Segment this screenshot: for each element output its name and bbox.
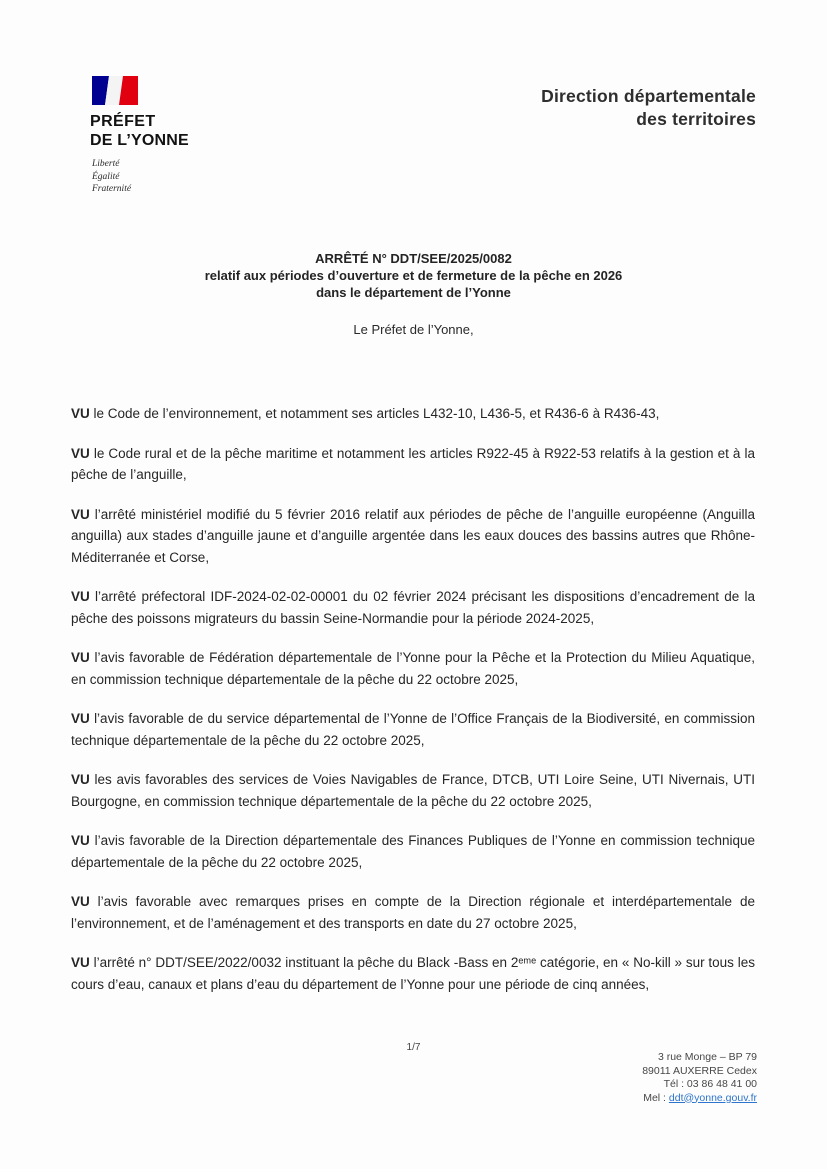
vu-lead: VU (71, 711, 90, 726)
address-line-city: 89011 AUXERRE Cedex (642, 1064, 757, 1077)
vu-paragraph (71, 891, 755, 934)
vu-paragraph (71, 586, 755, 629)
vu-text: l’arrêté ministériel modifié du 5 février 2016 relatif aux périodes de pêche de l’anguille européenne (Anguilla anguilla) aux stades d’anguille jaune et d’anguille argentée dans les eaux douces des bassins autres que Rhône-Méditerranée et Corse, (71, 506, 755, 565)
vu-text: le Code rural et de la pêche maritime et notamment les articles R922-45 à R922-53 relatifs à la gestion et à la pêche de l’anguille, (71, 445, 755, 482)
vu-lead: VU (71, 955, 90, 970)
address-line-phone: Tél : 03 86 48 41 00 (663, 1078, 757, 1090)
motto-egalite: Égalité (92, 171, 120, 182)
logo-department-text: DE L’YONNE (90, 132, 189, 149)
motto-fraternite: Fraternité (92, 184, 132, 194)
document-body (71, 403, 755, 1013)
vu-text: l’avis favorable de la Direction départementale des Finances Publiques de l’Yonne en commission technique départementale de la pêche du 22 octobre 2025, (71, 833, 755, 870)
email-line (642, 1092, 757, 1106)
vu-lead: VU (71, 772, 90, 787)
vu-text: l’arrêté préfectoral IDF-2024-02-02-00001 du 02 février 2024 précisant les dispositions d’encadrement de la pêche des poissons migrateurs du bassin Seine-Normandie pour la période 2024-2025, (71, 589, 755, 626)
motto-liberte: Liberté (92, 159, 120, 169)
vu-text: l’avis favorable de Fédération départementale de l’Yonne pour la Pêche et la Protection du Milieu Aquatique, en commission technique départementale de la pêche du 22 octobre 2025, (71, 650, 755, 687)
republic-motto (92, 158, 189, 196)
vu-text: l’avis favorable de du service départemental de l’Yonne de l’Office Français de la Biodiversité, en commission technique départementale de la pêche du 22 octobre 2025, (71, 711, 755, 748)
document-title (71, 250, 756, 301)
vu-lead: VU (71, 589, 90, 604)
address-line-street: 3 rue Monge – BP 79 (657, 1051, 757, 1063)
title-subject: relatif aux périodes d’ouverture et de fermeture de la pêche en 2026 (204, 268, 623, 283)
email-label: Mel : (643, 1091, 669, 1104)
vu-text: l’arrêté n° DDT/SEE/2022/0032 instituant la pêche du Black -Bass en 2ᵉᵐᵉ catégorie, en « No-kill » sur tous les cours d’eau, canaux et plans d’eau du département de l’Yonne pour une période de cinq années, (71, 955, 755, 992)
footer-address (642, 1051, 757, 1105)
service-name-line1: Direction départementale (541, 86, 756, 106)
vu-lead: VU (71, 894, 90, 909)
service-name (541, 85, 756, 131)
vu-lead: VU (71, 650, 90, 665)
salutation: Le Préfet de l’Yonne, (353, 322, 474, 337)
vu-lead: VU (71, 506, 90, 522)
vu-lead: VU (71, 406, 90, 421)
french-flag-icon (92, 76, 138, 105)
vu-lead: VU (71, 833, 90, 848)
vu-paragraph (71, 830, 755, 873)
title-number: ARRÊTÉ N° DDT/SEE/2025/0082 (315, 251, 512, 266)
vu-text: l’avis favorable avec remarques prises en compte de la Direction régionale et interdépartementale de l’environnement, et de l’aménagement et des transports en date du 27 octobre 2025, (71, 894, 755, 931)
vu-paragraph (71, 443, 755, 486)
vu-paragraph (71, 647, 755, 690)
vu-paragraph (71, 504, 755, 569)
title-department: dans le département de l’Yonne (316, 285, 511, 300)
page-number: 1/7 (406, 1042, 421, 1053)
vu-paragraph (71, 708, 755, 751)
prefet-logo (90, 76, 189, 196)
vu-text: les avis favorables des services de Voies Navigables de France, DTCB, UTI Loire Seine, UTI Nivernais, UTI Bourgogne, en commission technique départementale de la pêche du 22 octobre 2025, (71, 772, 755, 809)
service-name-line2: des territoires (636, 109, 756, 129)
email-link[interactable]: ddt@yonne.gouv.fr (668, 1091, 757, 1104)
vu-paragraph (71, 952, 755, 995)
vu-paragraph (71, 769, 755, 812)
logo-prefet-text: PRÉFET (90, 113, 156, 130)
vu-lead: VU (71, 445, 90, 461)
vu-paragraph (71, 403, 755, 425)
vu-text: le Code de l’environnement, et notamment ses articles L432-10, L436-5, et R436-6 à R436-43, (93, 406, 660, 421)
